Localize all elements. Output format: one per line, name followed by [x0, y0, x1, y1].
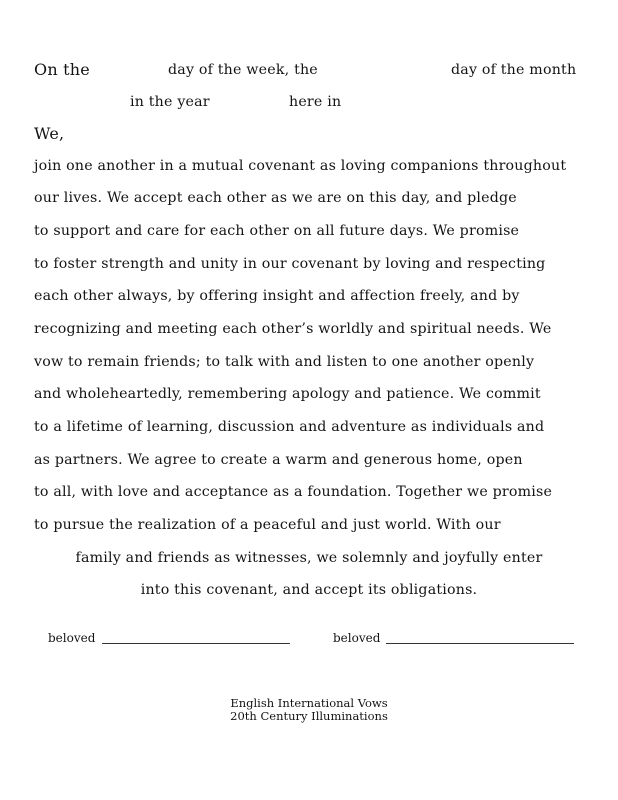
body-line-1: join one another in a mutual covenant as loving companions throughout	[34, 158, 567, 174]
signature-label-left: beloved	[48, 631, 96, 645]
body-line-8: and wholeheartedly, remembering apology and patience. We commit	[34, 386, 541, 402]
signature-line-left[interactable]	[102, 643, 290, 644]
intro-on-the: On the	[34, 60, 90, 79]
body-line-11: to all, with love and acceptance as a foundation. Together we promise	[34, 484, 553, 500]
intro-here-in: here in	[289, 94, 342, 110]
body-line-3: to support and care for each other on all future days. We promise	[34, 223, 520, 239]
intro-we: We,	[34, 124, 65, 143]
body-line-5: each other always, by offering insight and affection freely, and by	[34, 288, 520, 304]
signature-line-right[interactable]	[386, 643, 574, 644]
body-line-6: recognizing and meeting each other’s worldly and spiritual needs. We	[34, 321, 552, 337]
body-line-13: family and friends as witnesses, we solemnly and joyfully enter	[75, 550, 543, 566]
signature-label-right: beloved	[333, 631, 381, 645]
intro-in-the-year: in the year	[130, 94, 210, 110]
body-line-10: as partners. We agree to create a warm and generous home, open	[34, 452, 523, 468]
body-line-14: into this covenant, and accept its obligations.	[140, 582, 478, 598]
intro-day-of-week: day of the week, the	[168, 62, 318, 78]
footer-line-1: English International Vows	[230, 696, 388, 710]
intro-day-of-month: day of the month	[451, 62, 577, 78]
body-line-9: to a lifetime of learning, discussion and adventure as individuals and	[34, 419, 545, 435]
footer-line-2: 20th Century Illuminations	[230, 709, 388, 723]
body-line-2: our lives. We accept each other as we are on this day, and pledge	[34, 190, 517, 206]
body-line-7: vow to remain friends; to talk with and listen to one another openly	[34, 354, 535, 370]
body-line-4: to foster strength and unity in our covenant by loving and respecting	[34, 256, 546, 272]
body-line-12: to pursue the realization of a peaceful and just world. With our	[34, 517, 501, 533]
